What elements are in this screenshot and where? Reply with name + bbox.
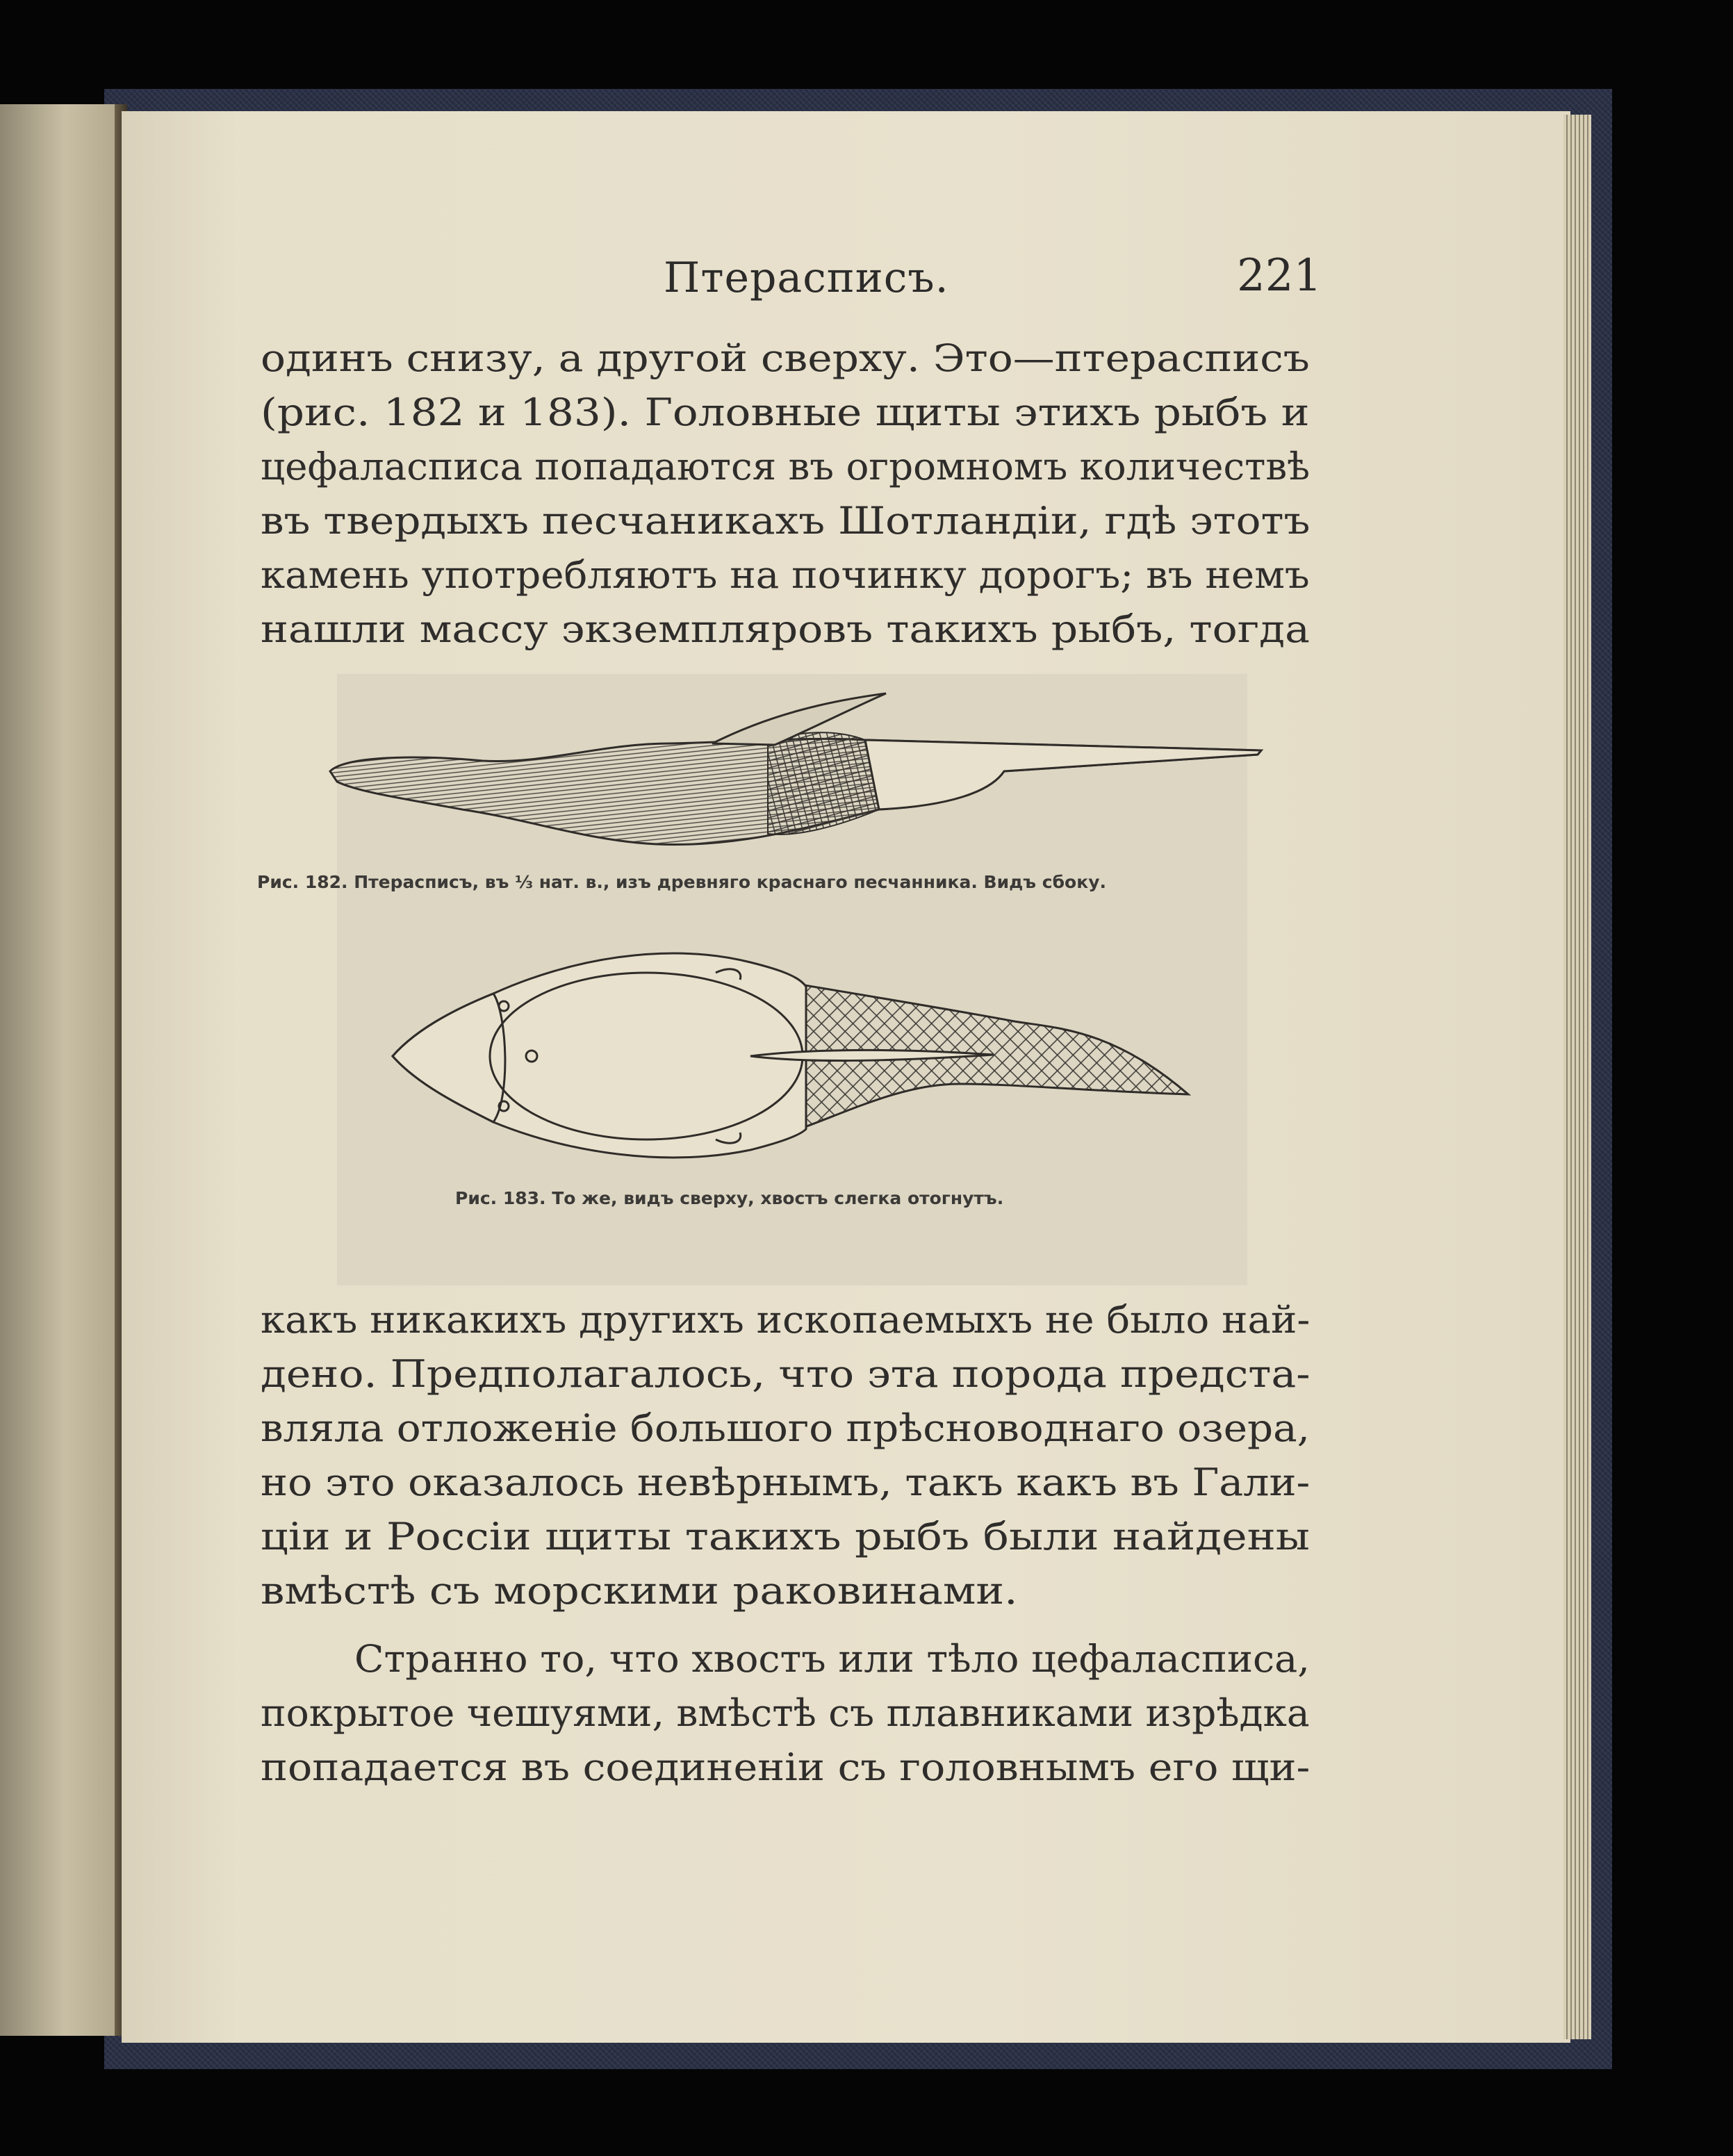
body-line: покрытое чешуями, вмѣстѣ съ плавниками изрѣдка: [261, 1691, 1310, 1735]
page-number: 221: [1237, 250, 1322, 302]
body-line: цефаласписа попадаются въ огромномъ количествѣ: [261, 445, 1311, 488]
body-line: ціи и Россіи щиты такихъ рыбъ были найдены: [261, 1515, 1310, 1558]
page-edges: [1563, 115, 1591, 2039]
body-line: въ твердыхъ песчаникахъ Шотландіи, гдѣ этотъ: [261, 499, 1311, 543]
pteraspis-top-view-illustration: [389, 945, 1202, 1167]
figure-183-caption: Рис. 183. То же, видъ сверху, хвостъ слегка отогнутъ.: [455, 1188, 1004, 1208]
figure-182-caption: Рис. 182. Птерасписъ, въ ⅓ нат. в., изъ древняго краснаго песчанника. Видъ сбоку.: [257, 872, 1106, 892]
pteraspis-side-view-illustration: [323, 688, 1282, 869]
body-line: Странно то, что хвостъ или тѣло цефаласписа,: [354, 1637, 1310, 1681]
body-line: но это оказалось невѣрнымъ, такъ какъ въ Гали-: [261, 1460, 1311, 1504]
body-line: (рис. 182 и 183). Головные щиты этихъ рыбъ и: [261, 390, 1310, 434]
body-line: одинъ снизу, а другой сверху. Это—птерасписъ: [261, 336, 1310, 380]
running-header-title: Птерасписъ.: [664, 254, 949, 302]
body-line: дено. Предполагалось, что эта порода предста-: [261, 1352, 1311, 1396]
body-line: попадается въ соединеніи съ головнымъ его щи-: [261, 1745, 1311, 1789]
body-line: нашли массу экземпляровъ такихъ рыбъ, тогда: [261, 607, 1310, 651]
body-line: какъ никакихъ другихъ ископаемыхъ не было най-: [261, 1298, 1311, 1342]
body-line: вмѣстѣ съ морскими раковинами.: [261, 1569, 1018, 1613]
body-line: камень употребляютъ на починку дорогъ; въ немъ: [261, 553, 1310, 597]
left-page: [0, 104, 118, 2036]
body-line: вляла отложеніе большого прѣсноводнаго озера,: [261, 1406, 1311, 1450]
